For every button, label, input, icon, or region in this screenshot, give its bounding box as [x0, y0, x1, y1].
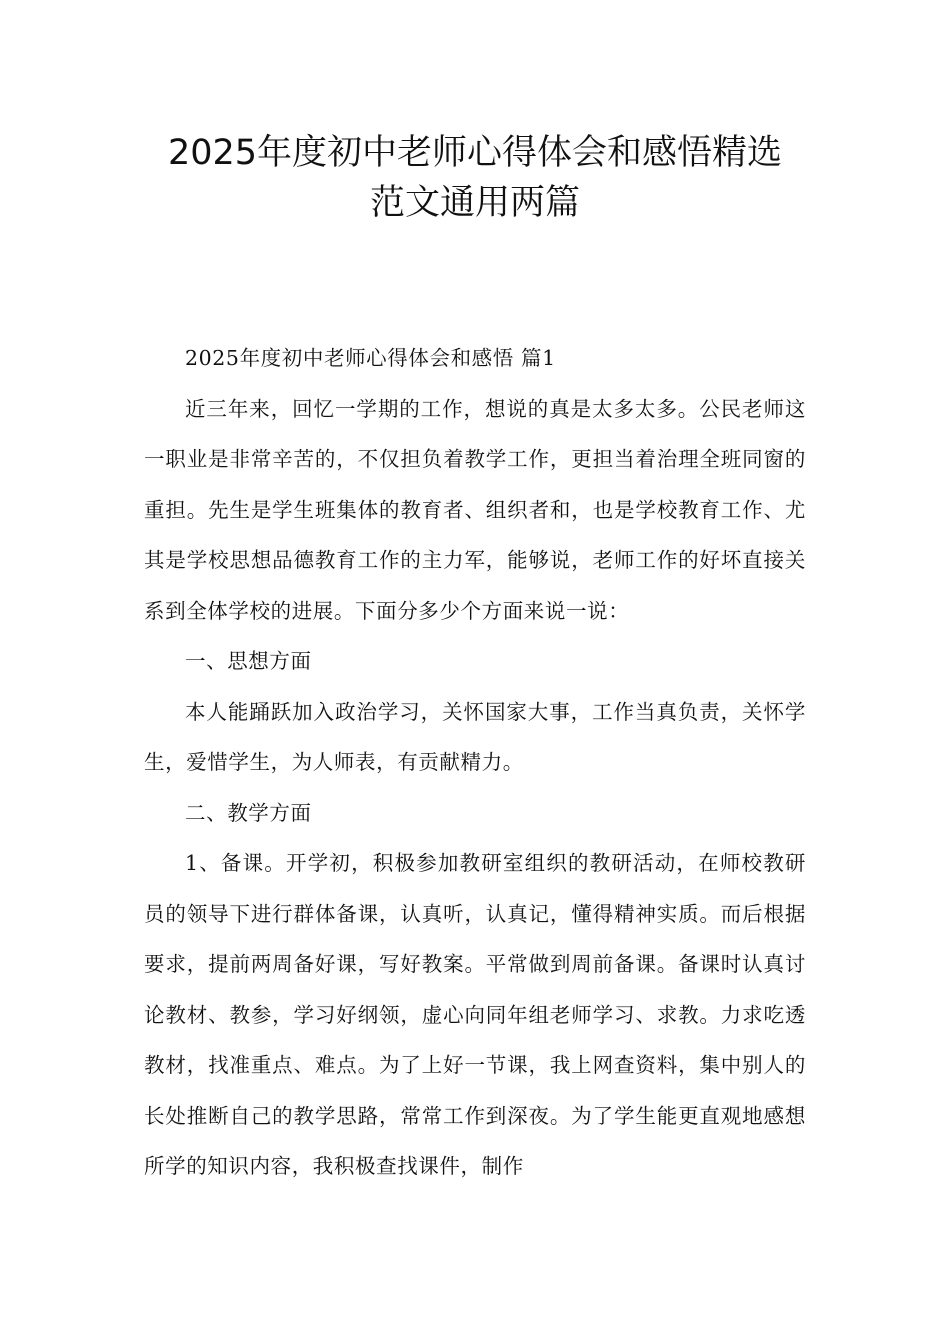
section-subheading: 2025年度初中老师心得体会和感悟 篇1 — [185, 346, 556, 370]
title-line-2: 范文通用两篇 — [369, 183, 580, 223]
heading-thought: 一、思想方面 — [185, 649, 312, 673]
title-line-1: 2025年度初中老师心得体会和感悟精选 — [167, 133, 783, 173]
paragraph-lesson-prep: 1、备课。开学初，积极参加教研室组织的教研活动，在师校教研员的领导下进行群体备课，认真听，认真记，懂得精神实质。而后根据要求，提前两周备好课，写好教案。平常做到周前备课。备课时认真讨论教材、教参，学习好纲领，虚心向同年组老师学习、求教。力求吃透教材，找准重点、难点。为了上好一节课，我上网查资料，集中别人的长处推断自己的教学思路，常常工作到深夜。为了学生能更直观地感想所学的知识内容，我积极查找课件，制作 — [144, 851, 806, 1178]
document-body — [144, 333, 806, 1192]
heading-teaching: 二、教学方面 — [185, 800, 312, 825]
paragraph-intro: 近三年来，回忆一学期的工作，想说的真是太多太多。公民老师这一职业是非常辛苦的，不仅担负着教学工作，更担当着治理全班同窗的重担。先生是学生班集体的教育者、组织者和，也是学校教育工作、尤其是学校思想品德教育工作的主力军，能够说，老师工作的好坏直接关系到全体学校的进展。下面分多少个方面来说一说： — [144, 396, 806, 623]
document-title — [110, 128, 840, 228]
paragraph-thought: 本人能踊跃加入政治学习，关怀国家大事，工作当真负责，关怀学生，爱惜学生，为人师表，有贡献精力。 — [144, 699, 806, 774]
